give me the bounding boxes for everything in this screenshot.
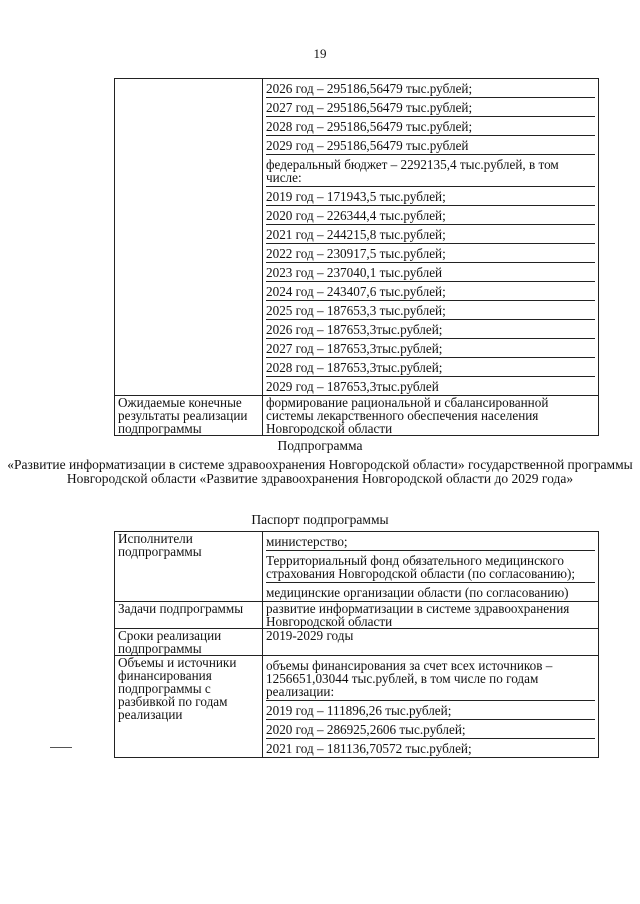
funding-header: объемы финансирования за счет всех источников – 1256651,03044 тыс.рублей, в том числе по годам реализации: xyxy=(266,656,595,701)
list-item: 2024 год – 243407,6 тыс.рублей; xyxy=(266,282,595,301)
terms-label: Сроки реализации подпрограммы xyxy=(115,629,263,656)
empty-label-cell xyxy=(115,79,263,396)
funding-continuation-table xyxy=(114,78,599,436)
list-item: 2029 год – 295186,56479 тыс.рублей xyxy=(266,136,595,155)
table-row xyxy=(115,602,599,629)
list-item: 2021 год – 181136,70572 тыс.рублей; xyxy=(266,741,472,756)
list-item: 2027 год – 187653,3тыс.рублей; xyxy=(266,339,595,358)
funding-values-cell xyxy=(263,79,599,396)
table-row xyxy=(115,396,599,436)
list-item: 2021 год – 244215,8 тыс.рублей; xyxy=(266,225,595,244)
results-label: Ожидаемые конечные результаты реализации подпрограммы xyxy=(115,396,263,436)
list-item: Территориальный фонд обязательного медицинского страхования Новгородской области (по согласованию); xyxy=(266,551,595,583)
executors-label: Исполнители подпрограммы xyxy=(115,532,263,602)
list-item: 2029 год – 187653,3тыс.рублей xyxy=(266,379,439,394)
list-item: 2025 год – 187653,3 тыс.рублей; xyxy=(266,301,595,320)
list-item: 2020 год – 226344,4 тыс.рублей; xyxy=(266,206,595,225)
list-item: 2019 год – 111896,26 тыс.рублей; xyxy=(266,701,595,720)
executors-cell xyxy=(263,532,599,602)
table-row xyxy=(115,532,599,602)
list-item: 2019 год – 171943,5 тыс.рублей; xyxy=(266,187,595,206)
list-item: 2022 год – 230917,5 тыс.рублей; xyxy=(266,244,595,263)
results-value: формирование рациональной и сбалансированной системы лекарственного обеспечения населения Новгородской области xyxy=(263,396,599,436)
table-row xyxy=(115,79,599,396)
margin-mark xyxy=(50,747,72,748)
table-row xyxy=(115,629,599,656)
passport-table xyxy=(114,531,599,758)
terms-value: 2019-2029 годы xyxy=(263,629,599,656)
list-item: 2026 год – 187653,3тыс.рублей; xyxy=(266,320,595,339)
list-item: 2020 год – 286925,2606 тыс.рублей; xyxy=(266,720,595,739)
list-item: 2027 год – 295186,56479 тыс.рублей; xyxy=(266,98,595,117)
subprogram-title: «Развитие информатизации в системе здравоохранения Новгородской области» государственной программы Новгородской области «Развитие здравоохранения Новгородской области до 2029 года» xyxy=(7,457,633,486)
page-number: 19 xyxy=(313,46,327,61)
funding-label: Объемы и источники финансирования подпрограммы с разбивкой по годам реализации xyxy=(115,656,263,758)
list-item: 2023 год – 237040,1 тыс.рублей xyxy=(266,263,595,282)
passport-heading: Паспорт подпрограммы xyxy=(251,512,389,527)
federal-budget-header: федеральный бюджет – 2292135,4 тыс.рублей, в том числе: xyxy=(266,155,595,187)
subprogram-heading: Подпрограмма xyxy=(277,438,363,453)
table-row xyxy=(115,656,599,758)
list-item: медицинские организации области (по согласованию) xyxy=(266,585,569,600)
tasks-label: Задачи подпрограммы xyxy=(115,602,263,629)
funding-cell xyxy=(263,656,599,758)
list-item: 2026 год – 295186,56479 тыс.рублей; xyxy=(266,79,595,98)
tasks-value: развитие информатизации в системе здравоохранения Новгородской области xyxy=(263,602,599,629)
list-item: 2028 год – 295186,56479 тыс.рублей; xyxy=(266,117,595,136)
list-item: министерство; xyxy=(266,532,595,551)
list-item: 2028 год – 187653,3тыс.рублей; xyxy=(266,358,595,377)
